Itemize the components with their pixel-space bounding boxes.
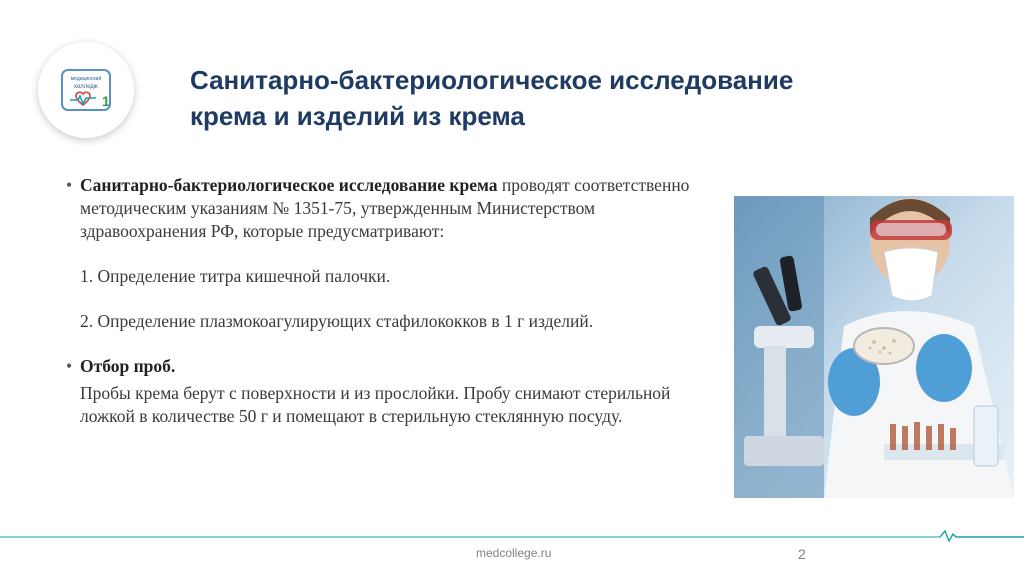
list-item-1: 1. Определение титра кишечной палочки. xyxy=(80,266,391,286)
lab-scientist-image xyxy=(734,196,1014,498)
bullet-sampling xyxy=(62,355,702,378)
sampling-bold: Отбор проб. xyxy=(80,356,176,376)
sampling-text: Пробы крема берут с поверхности и из прослойки. Пробу снимают стерильной ложкой в количестве 50 г и помещают в стерильную стеклянную посуду. xyxy=(80,383,671,426)
footer-site: medcollege.ru xyxy=(476,546,552,560)
slide-content xyxy=(62,174,702,428)
title-line2: крема и изделий из крема xyxy=(190,101,525,131)
order-number: № 1351-75 xyxy=(272,198,352,218)
logo-number: 1 xyxy=(102,93,110,109)
research-text2: , утвержденным Министерством здравоохранения РФ, которые предусматривают: xyxy=(80,198,596,241)
research-text1: проводят соответственно методическим указаниям xyxy=(80,175,690,218)
footer-pulse-line xyxy=(0,530,1024,542)
logo-line1: медицинский xyxy=(70,76,102,82)
page-number: 2 xyxy=(798,546,806,562)
title-line1: Санитарно-бактериологическое исследование xyxy=(190,65,794,95)
lab-photo xyxy=(734,196,1014,498)
college-logo-icon xyxy=(58,62,114,118)
research-bold: Санитарно-бактериологическое исследование крема xyxy=(80,175,498,195)
slide-title xyxy=(190,62,950,134)
college-logo xyxy=(38,42,134,138)
logo-line2: колледж xyxy=(74,84,98,90)
list-item-2: 2. Определение плазмокоагулирующих стафилококков в 1 г изделий. xyxy=(80,311,594,331)
bullet-research xyxy=(62,174,702,243)
